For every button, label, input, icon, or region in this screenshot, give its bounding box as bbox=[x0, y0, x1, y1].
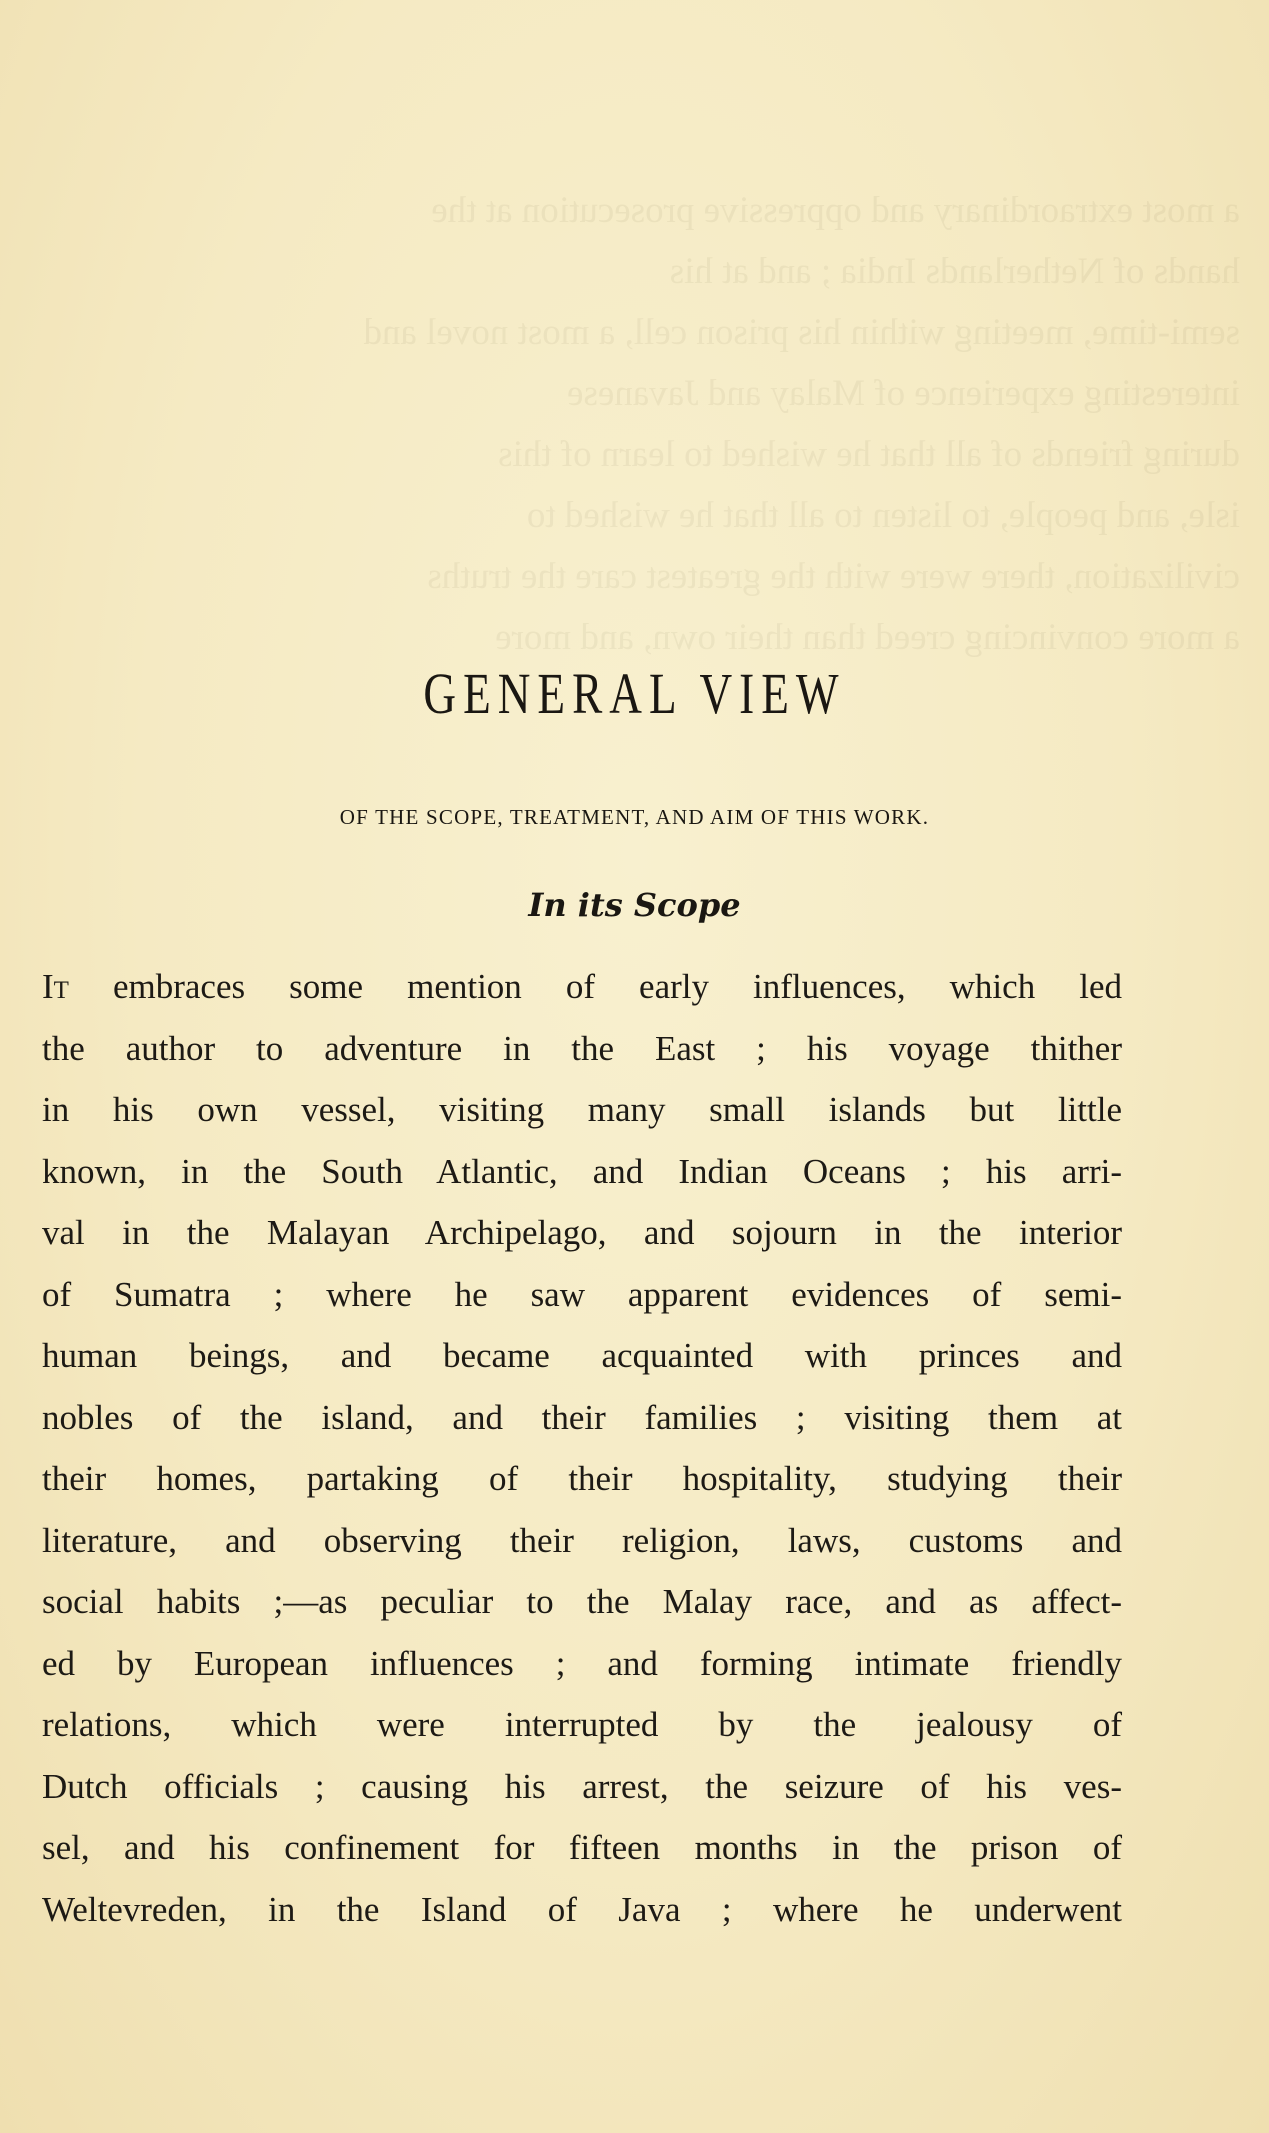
drop-word: It bbox=[42, 967, 69, 1006]
body-paragraph bbox=[42, 956, 1122, 1940]
body-line: relations, which were interrupted by the jealousy of bbox=[42, 1705, 1122, 1744]
body-line: nobles of the island, and their families ; visiting them at bbox=[42, 1397, 1122, 1437]
page-subtitle: OF THE SCOPE, TREATMENT, AND AIM OF THIS WORK. bbox=[339, 805, 930, 829]
body-line: social habits ;—as peculiar to the Malay race, and as affect- bbox=[42, 1582, 1122, 1621]
body-line: human beings, and became acquainted with princes and bbox=[42, 1336, 1122, 1375]
body-line: Weltevreden, in the Island of Java ; where he underwent bbox=[42, 1889, 1122, 1929]
body-line: val in the Malayan Archipelago, and sojourn in the interior bbox=[42, 1213, 1122, 1252]
body-line: the author to adventure in the East ; his voyage thither bbox=[42, 1028, 1122, 1068]
body-line: in his own vessel, visiting many small islands but little bbox=[42, 1090, 1122, 1129]
body-line: known, in the South Atlantic, and Indian Oceans ; his arri- bbox=[42, 1151, 1122, 1191]
body-line: sel, and his confinement for fifteen months in the prison of bbox=[42, 1828, 1122, 1867]
page-title: GENERAL VIEW bbox=[423, 661, 846, 726]
body-line: ed by European influences ; and forming intimate friendly bbox=[42, 1643, 1122, 1683]
body-line: their homes, partaking of their hospitality, studying their bbox=[42, 1459, 1122, 1498]
body-line: of Sumatra ; where he saw apparent evidences of semi- bbox=[42, 1274, 1122, 1314]
body-line: Dutch officials ; causing his arrest, the seizure of his ves- bbox=[42, 1766, 1122, 1806]
section-heading: In its Scope bbox=[528, 886, 741, 924]
body-line bbox=[42, 956, 1122, 1018]
body-line: literature, and observing their religion, laws, customs and bbox=[42, 1520, 1122, 1560]
bleed-through-text: a most extraordinary and oppressive prosecution at the hands of Netherlands India ; and at his semi-time, meeting within his prison cell, a most novel and interesting experience of Malay and Javanese during friends of all that he wished to learn of this isle, and people, to listen to all that he wished to civilization, there were with the greatest care the truths a more convincing creed than their own, and more bbox=[363, 190, 1240, 658]
first-line-text: embraces some mention of early influences, which led bbox=[68, 967, 1122, 1006]
